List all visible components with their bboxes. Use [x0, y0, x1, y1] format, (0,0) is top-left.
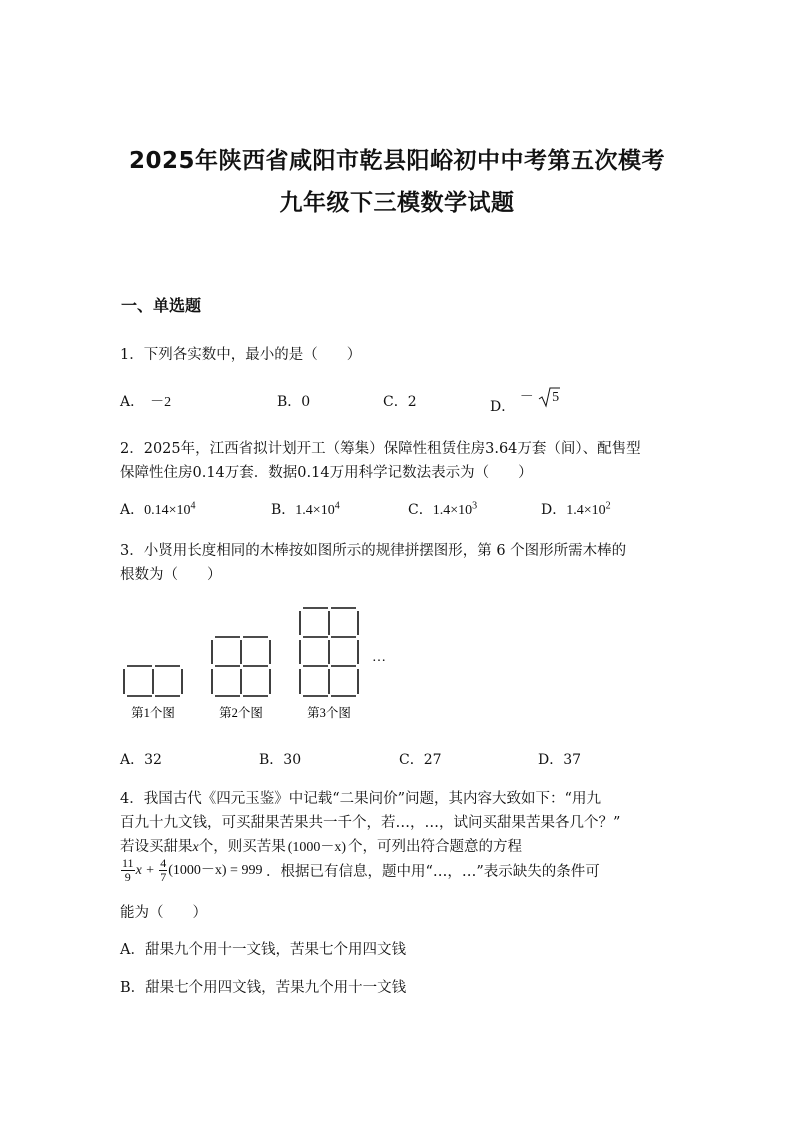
q2-option-c — [408, 499, 477, 519]
q2-option-c-label: C． — [408, 502, 433, 518]
page-title: 2025年陕西省咸阳市乾县阳峪初中中考第五次模考 — [128, 148, 665, 174]
q1-option-a — [120, 391, 171, 411]
q1-option-d — [490, 386, 560, 415]
question-3-line-2: 根数为（ ） — [120, 567, 222, 583]
q2-option-b-value: 1.4×10 — [295, 503, 335, 518]
q4-line3-part-a: 若设买甜果 — [120, 839, 193, 855]
q1-option-c: C．2 — [383, 394, 417, 410]
q4-line3-part-c: 个，可列出符合题意的方程 — [348, 839, 523, 855]
q2-option-d — [541, 499, 611, 519]
q4-equation — [120, 856, 266, 884]
q4-option-a: A．甜果九个用十一文钱，苦果七个用四文钱 — [120, 942, 406, 958]
q3-option-d: D．37 — [538, 752, 582, 768]
q1-option-b: B．0 — [277, 394, 311, 410]
q3-option-c: C．27 — [399, 752, 442, 768]
q1-option-d-label: D． — [490, 399, 516, 415]
q2-option-b — [271, 499, 340, 519]
section-heading: 一、单选题 — [121, 296, 202, 315]
q2-option-a-value: 0.14×10 — [144, 503, 191, 518]
fraction-4-7: $\frac{4}{7}$ — [160, 856, 167, 884]
question-3-line-1: 3．小贤用长度相同的木棒按如图所示的规律拼摆图形，第 6 个图形所需木棒的 — [120, 543, 627, 559]
matchstick-figure — [118, 603, 418, 728]
question-4-line-3 — [120, 835, 522, 856]
q4-eq-x: x + — [135, 862, 155, 878]
q1-option-d-radicand: 5 — [552, 390, 560, 405]
question-2-line-1: 2．2025年，江西省拟计划开工（筹集）保障性租赁住房3.64万套（间）、配售型 — [120, 441, 641, 457]
q3-option-b: B．30 — [259, 752, 302, 768]
figure-3-label: 第3个图 — [307, 706, 351, 720]
q2-option-a-exponent: 4 — [190, 500, 196, 512]
figure-2-label: 第2个图 — [219, 706, 263, 720]
q2-option-d-exponent: 2 — [605, 500, 611, 512]
q4-bitter-expression: (1000－x) — [287, 840, 347, 855]
figure-3-sticks — [300, 608, 358, 696]
question-4-line-2: 百九十九文钱，可买甜果苦果共一千个，若…，…，试问买甜果苦果各几个？” — [120, 815, 621, 831]
q2-option-c-value: 1.4×10 — [432, 503, 473, 518]
q2-option-a — [120, 499, 196, 519]
q2-option-b-exponent: 4 — [334, 500, 340, 512]
page-subtitle: 九年级下三模数学试题 — [279, 190, 515, 216]
q3-option-a: A．32 — [120, 752, 162, 768]
q4-variable-x: x — [192, 840, 199, 855]
figure-ellipsis: … — [372, 650, 386, 665]
question-4-line-4 — [120, 857, 600, 884]
figure-1-label: 第1个图 — [131, 706, 175, 720]
figure-1-sticks — [124, 666, 182, 696]
q4-line3-part-b: 个，则买苦果 — [198, 839, 286, 855]
question-1-stem: 1．下列各实数中，最小的是（ ） — [120, 347, 362, 363]
q1-option-a-label: A． — [120, 394, 145, 410]
question-2-line-2: 保障性住房0.14万套．数据0.14万用科学记数法表示为（ ） — [120, 465, 533, 481]
question-4-line-1: 4．我国古代《四元玉鉴》中记载“二果问价”问题，其内容大致如下：“用九 — [120, 791, 601, 807]
q2-option-a-label: A． — [120, 502, 145, 518]
q2-option-c-exponent: 3 — [472, 500, 478, 512]
q4-option-b: B．甜果七个用四文钱，苦果九个用十一文钱 — [120, 980, 407, 996]
q4-line4-tail: ．根据已有信息，题中用“…，…”表示缺失的条件可 — [265, 863, 600, 880]
q2-option-d-value: 1.4×10 — [566, 503, 606, 518]
q2-option-b-label: B． — [271, 502, 296, 518]
q2-option-d-label: D． — [541, 502, 567, 518]
fraction-11-9: $\frac{11}{9}$ — [122, 856, 134, 884]
q4-eq-rest: (1000－x) = 999 — [168, 862, 263, 878]
figure-2-sticks — [212, 637, 270, 696]
question-4-line-5: 能为（ ） — [120, 905, 207, 921]
q1-option-d-minus: － — [519, 390, 534, 405]
q1-option-a-value: －2 — [150, 395, 172, 410]
